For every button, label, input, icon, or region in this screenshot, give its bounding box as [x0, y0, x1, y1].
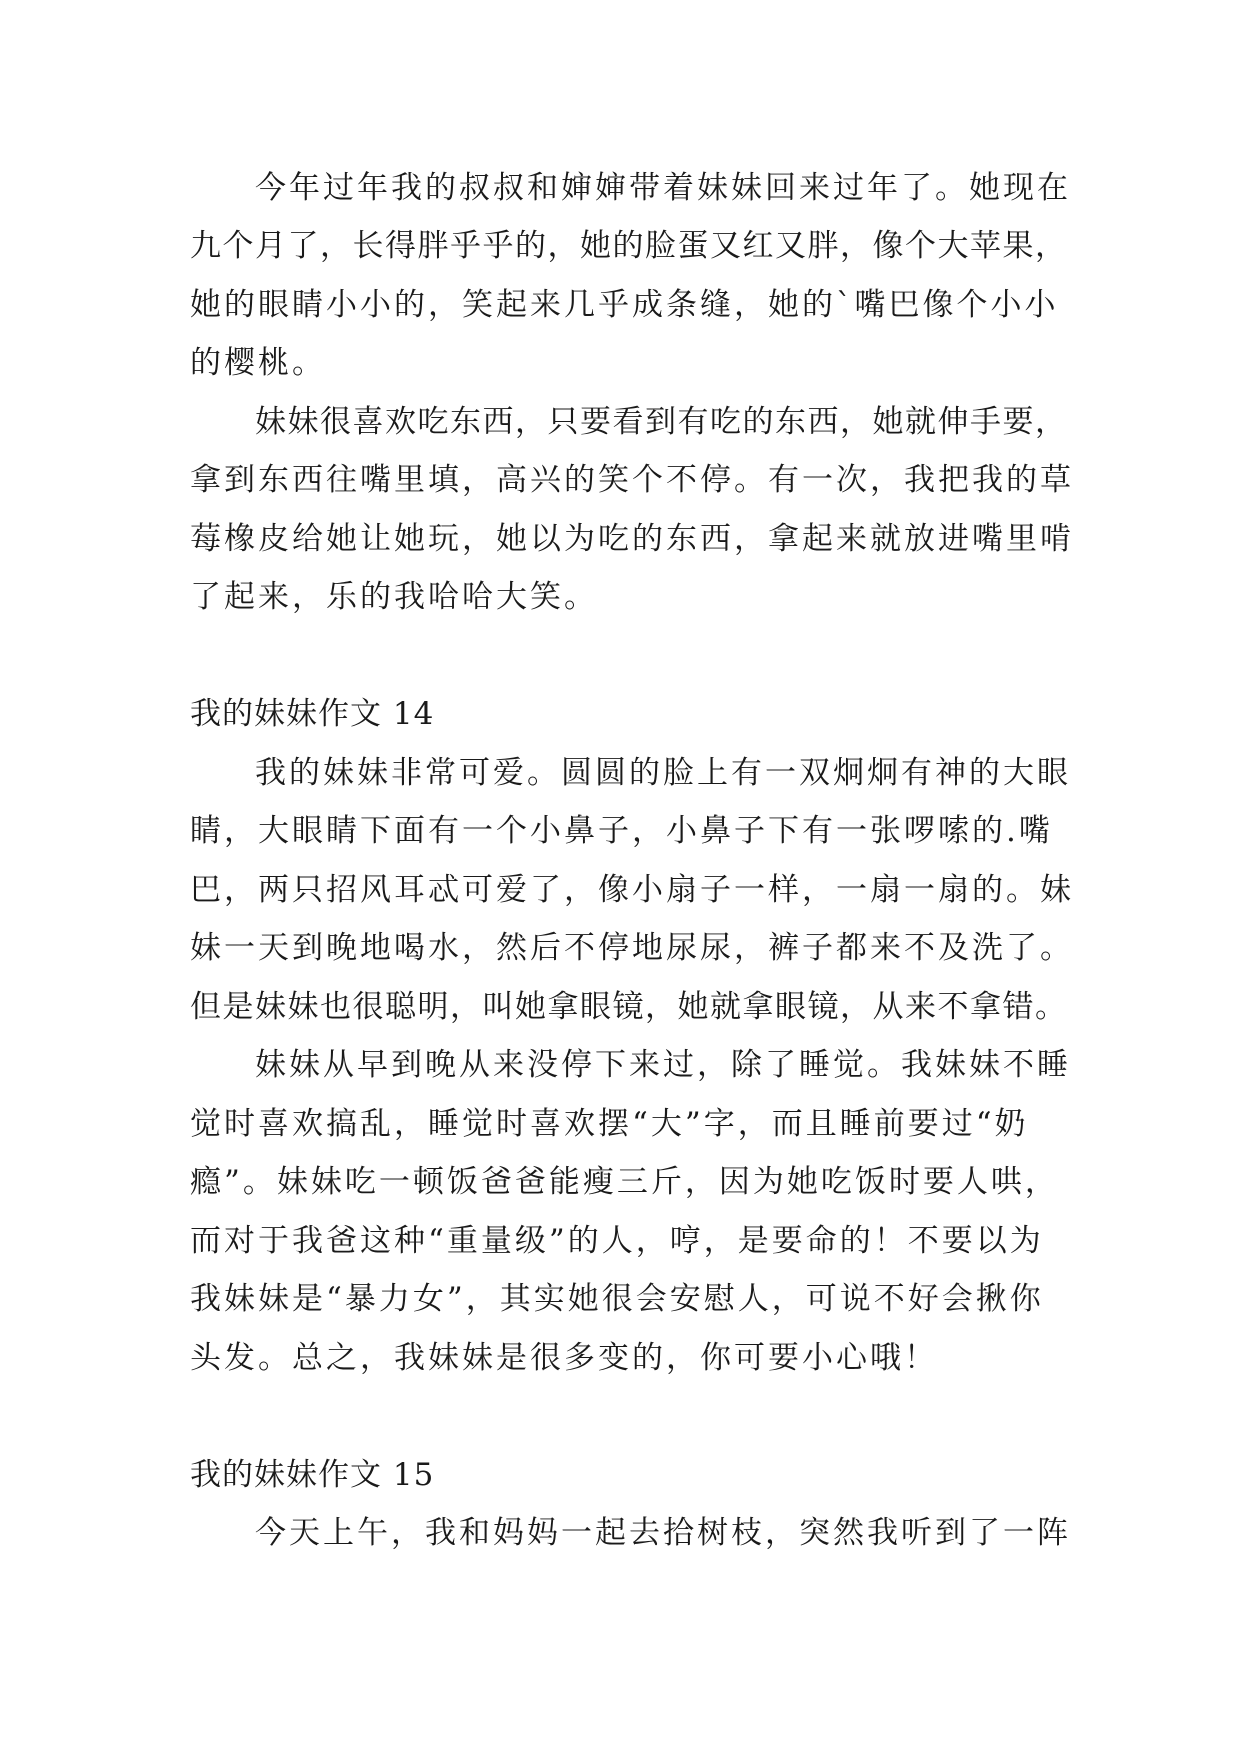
- paragraph-line: 的樱桃。: [190, 345, 326, 381]
- paragraph-line: 但是妹妹也很聪明，叫她拿眼镜，她就拿眼镜，从来不拿错。: [190, 989, 1068, 1025]
- paragraph-line: 九个月了，长得胖乎乎的，她的脸蛋又红又胖，像个大苹果，: [190, 228, 1068, 264]
- paragraph-line: 瘾”。妹妹吃一顿饭爸爸能瘦三斤，因为她吃饭时要人哄，: [190, 1164, 1059, 1200]
- paragraph-line: 妹一天到晚地喝水，然后不停地尿尿，裤子都来不及洗了。: [190, 930, 1074, 966]
- paragraph-line: 我妹妹是“暴力女”，其实她很会安慰人，可说不好会揪你: [190, 1281, 1044, 1317]
- paragraph-line: 了起来，乐的我哈哈大笑。: [190, 579, 598, 615]
- section-heading: 我的妹妹作文 14: [190, 696, 435, 732]
- paragraph-line: 头发。总之，我妹妹是很多变的，你可要小心哦！: [190, 1340, 938, 1376]
- paragraph-line: 我的妹妹非常可爱。圆圆的脸上有一双炯炯有神的大眼: [255, 755, 1071, 791]
- paragraph-line: 而对于我爸这种“重量级”的人，哼，是要命的！不要以为: [190, 1223, 1044, 1259]
- paragraph-line: 今天上午，我和妈妈一起去拾树枝，突然我听到了一阵: [255, 1515, 1071, 1551]
- section-heading: 我的妹妹作文 15: [190, 1457, 435, 1493]
- paragraph-line: 今年过年我的叔叔和婶婶带着妹妹回来过年了。她现在: [255, 170, 1071, 206]
- paragraph-line: 她的眼睛小小的，笑起来几乎成条缝，她的`嘴巴像个小小: [190, 287, 1059, 323]
- paragraph-line: 巴，两只招风耳忒可爱了，像小扇子一样，一扇一扇的。妹: [190, 872, 1074, 908]
- paragraph-line: 妹妹很喜欢吃东西，只要看到有吃的东西，她就伸手要，: [255, 404, 1068, 440]
- paragraph-line: 拿到东西往嘴里填，高兴的笑个不停。有一次，我把我的草: [190, 462, 1074, 498]
- paragraph-line: 妹妹从早到晚从来没停下来过，除了睡觉。我妹妹不睡: [255, 1047, 1071, 1083]
- paragraph-line: 觉时喜欢搞乱，睡觉时喜欢摆“大”字，而且睡前要过“奶: [190, 1106, 1029, 1142]
- paragraph-line: 莓橡皮给她让她玩，她以为吃的东西，拿起来就放进嘴里啃: [190, 521, 1074, 557]
- paragraph-line: 睛，大眼睛下面有一个小鼻子，小鼻子下有一张啰嗦的.嘴: [190, 813, 1053, 849]
